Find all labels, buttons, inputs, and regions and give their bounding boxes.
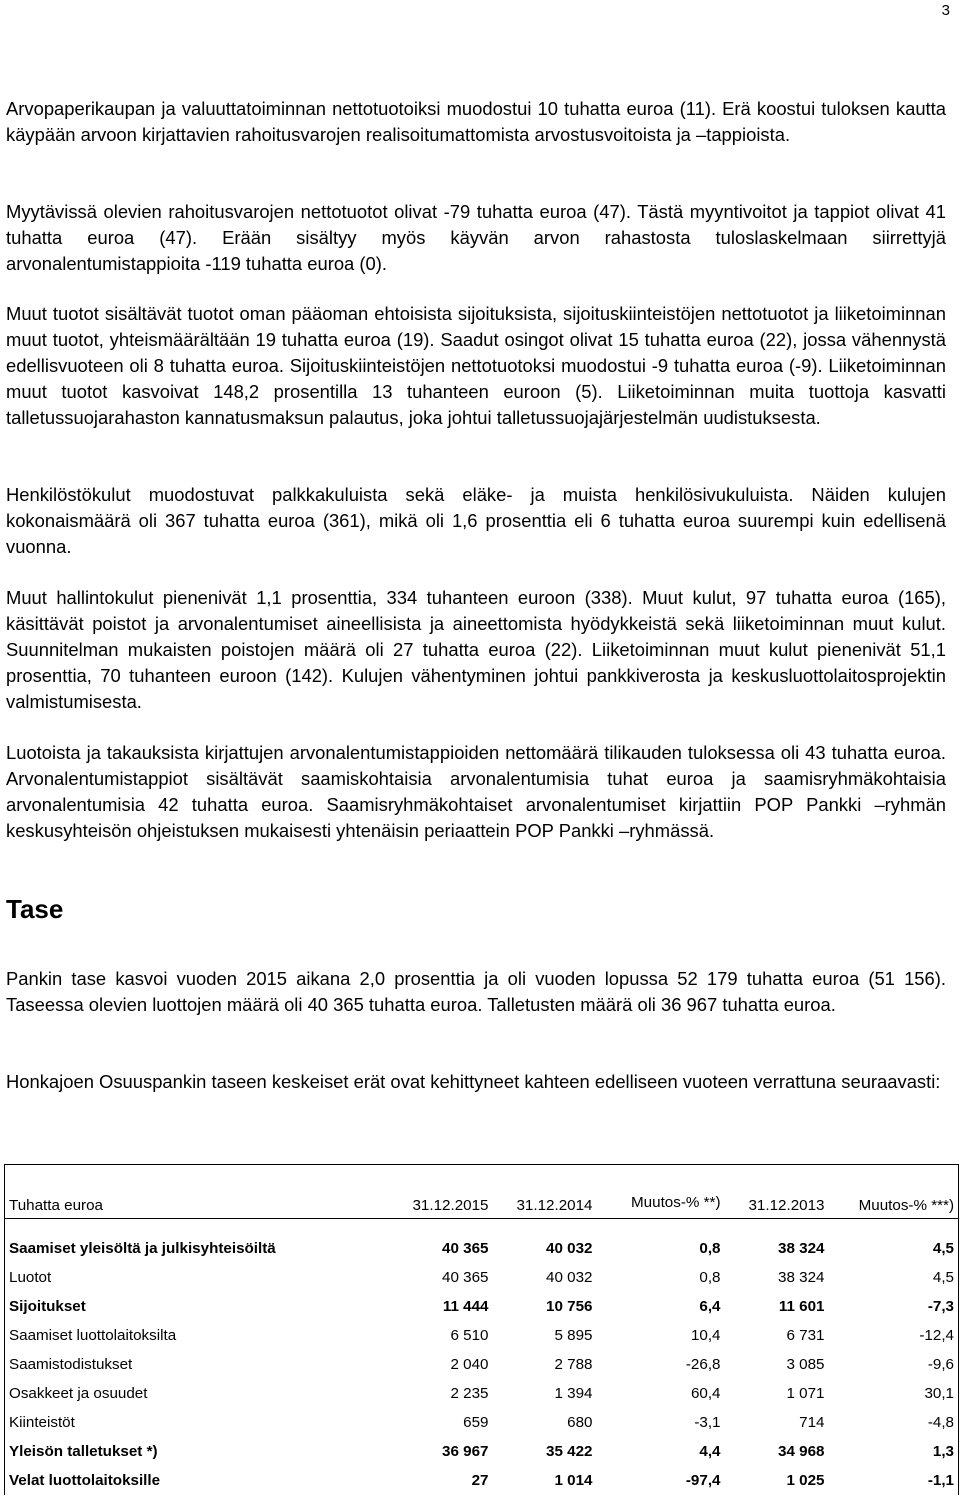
- change-percent-1: -3,1: [694, 1413, 721, 1431]
- value-2015: 6 510: [450, 1326, 489, 1344]
- table-row: [5, 1379, 959, 1408]
- change-percent-1: 0,8: [699, 1239, 721, 1257]
- row-label: Luotot: [5, 1263, 363, 1292]
- table-row: [5, 1263, 959, 1292]
- balance-sheet-table: [4, 1164, 959, 1495]
- section-heading-tase: Tase: [6, 894, 64, 924]
- row-label: Saamistodistukset: [5, 1350, 363, 1379]
- change-percent-2: -9,6: [829, 1350, 959, 1379]
- change-percent-1: -97,4: [685, 1471, 721, 1489]
- column-header-change-1: Muutos-% **): [597, 1165, 725, 1219]
- change-percent-1: 10,4: [690, 1326, 721, 1344]
- change-percent-1: 0,8: [699, 1268, 721, 1286]
- value-2013: 34 968: [778, 1442, 825, 1460]
- value-2014: 680: [567, 1413, 593, 1431]
- table-header-row: [5, 1165, 959, 1219]
- value-2013: 38 324: [778, 1239, 825, 1257]
- value-2015: 659: [463, 1413, 489, 1431]
- change-percent-1: 60,4: [690, 1384, 721, 1402]
- row-label: Velat luottolaitoksille: [5, 1466, 363, 1495]
- value-2013: 38 324: [778, 1268, 825, 1286]
- table-row: [5, 1408, 959, 1437]
- change-percent-2: -1,1: [829, 1466, 959, 1495]
- row-label: Saamiset luottolaitoksilta: [5, 1321, 363, 1350]
- value-2013: 11 601: [778, 1297, 825, 1315]
- paragraph-balance-sheet: Pankin tase kasvoi vuoden 2015 aikana 2,0 prosenttia ja oli vuoden lopussa 52 179 tuhatta euroa (51 156). Taseessa olevien luottojen määrä oli 40 365 tuhatta euroa. Talletusten määrä oli 36 967 tuhatta euroa.: [6, 968, 946, 1015]
- value-2014: 10 756: [546, 1297, 593, 1315]
- value-2013: 714: [799, 1413, 825, 1431]
- table-row: [5, 1292, 959, 1321]
- value-2015: 36 967: [442, 1442, 489, 1460]
- row-label: Sijoitukset: [5, 1292, 363, 1321]
- value-2015: 40 365: [442, 1268, 489, 1286]
- value-2015: 27: [471, 1471, 489, 1489]
- paragraph-admin-costs: Muut hallintokulut pienenivät 1,1 prosenttia, 334 tuhanteen euroon (338). Muut kulut, 97 tuhatta euroa (165), käsittävät poistot ja arvonalentumiset aineellisista ja aineettomista hyödykkeistä sekä liiketoiminnan muut kulut. Suunnitelman mukaisten poistojen määrä oli 27 tuhatta euroa (22). Liiketoiminnan muut kulut pienenivät 51,1 prosenttia, 70 tuhanteen euroon (142). Kulujen vähentyminen johtui pankkiverosta ja keskusluottolaitosprojektin valmistumisesta.: [6, 587, 946, 712]
- value-2014: 1 394: [554, 1384, 593, 1402]
- row-label: Yleisön talletukset *): [5, 1437, 363, 1466]
- table-row: [5, 1437, 959, 1466]
- value-2014: 5 895: [554, 1326, 593, 1344]
- change-percent-1: 6,4: [699, 1297, 721, 1315]
- value-2015: 11 444: [442, 1297, 489, 1315]
- value-2014: 35 422: [546, 1442, 593, 1460]
- change-percent-2: 4,5: [829, 1234, 959, 1263]
- paragraph-balance-intro: Honkajoen Osuuspankin taseen keskeiset erät ovat kehittyneet kahteen edelliseen vuoteen verrattuna seuraavasti:: [6, 1071, 941, 1092]
- value-2014: 40 032: [546, 1268, 593, 1286]
- change-percent-2: 1,3: [829, 1437, 959, 1466]
- table-row: [5, 1321, 959, 1350]
- column-header-2014: 31.12.2014: [493, 1165, 597, 1219]
- value-2013: 1 071: [786, 1384, 825, 1402]
- value-2014: 1 014: [554, 1471, 593, 1489]
- table-row: [5, 1234, 959, 1263]
- table-row: [5, 1466, 959, 1495]
- change-percent-2: -4,8: [829, 1408, 959, 1437]
- change-percent-2: -12,4: [829, 1321, 959, 1350]
- change-percent-2: 4,5: [829, 1263, 959, 1292]
- paragraph-other-income: Muut tuotot sisältävät tuotot oman pääoman ehtoisista sijoituksista, sijoituskiinteistöjen nettotuotot ja liiketoiminnan muut tuotot, yhteismäärältään 19 tuhatta euroa (19). Saadut osingot olivat 15 tuhatta euroa (22), jossa vähennystä edellisvuoteen oli 8 tuhatta euroa. Sijoituskiinteistöjen nettotuotoksi muodostui -9 tuhatta euroa (-9). Liiketoiminnan muut tuotot kasvoivat 148,2 prosentilla 13 tuhanteen euroon (5). Liiketoiminnan muita tuottoja kasvatti talletussuojarahaston kannatusmaksun palautus, joka johtui talletussuojajärjestelmän uudistuksesta.: [6, 303, 946, 428]
- value-2014: 40 032: [546, 1239, 593, 1257]
- page-number: 3: [941, 2, 950, 19]
- change-percent-1: -26,8: [685, 1355, 721, 1373]
- value-2015: 40 365: [442, 1239, 489, 1257]
- change-percent-2: -7,3: [829, 1292, 959, 1321]
- change-percent-1: 4,4: [699, 1442, 721, 1460]
- value-2014: 2 788: [554, 1355, 593, 1373]
- column-header-change-2: Muutos-% ***): [829, 1165, 959, 1219]
- column-header-label: Tuhatta euroa: [5, 1165, 363, 1219]
- paragraph-personnel-costs: Henkilöstökulut muodostuvat palkkakuluista sekä eläke- ja muista henkilösivukuluista. Näiden kulujen kokonaismäärä oli 367 tuhatta euroa (361), mikä oli 1,6 prosenttia eli 6 tuhatta euroa suurempi kuin edellisenä vuonna.: [6, 484, 946, 557]
- table-spacer-row: [5, 1219, 959, 1234]
- paragraph-trading-income: Arvopaperikaupan ja valuuttatoiminnan nettotuotoiksi muodostui 10 tuhatta euroa (11). Erä koostui tuloksen kautta käypään arvoon kirjattavien rahoitusvarojen realisoitumattomista arvostusvoitoista ja –tappioista.: [6, 98, 946, 145]
- value-2015: 2 040: [450, 1355, 489, 1373]
- row-label: Osakkeet ja osuudet: [5, 1379, 363, 1408]
- table-row: [5, 1350, 959, 1379]
- column-header-2015: 31.12.2015: [363, 1165, 493, 1219]
- value-2015: 2 235: [450, 1384, 489, 1402]
- row-label: Saamiset yleisöltä ja julkisyhteisöiltä: [5, 1234, 363, 1263]
- column-header-2013: 31.12.2013: [725, 1165, 829, 1219]
- value-2013: 3 085: [786, 1355, 825, 1373]
- row-label: Kiinteistöt: [5, 1408, 363, 1437]
- value-2013: 1 025: [786, 1471, 825, 1489]
- paragraph-impairment: Luotoista ja takauksista kirjattujen arvonalentumistappioiden nettomäärä tilikauden tuloksessa oli 43 tuhatta euroa. Arvonalentumistappiot sisältävät saamiskohtaisia arvonalentumisia tuhat euroa ja saamisryhmäkohtaisia arvonalentumisia 42 tuhatta euroa. Saamisryhmäkohtaiset arvonalentumiset kirjattiin POP Pankki –ryhmän keskusyhteisön ohjeistuksen mukaisesti yhtenäisin periaattein POP Pankki –ryhmässä.: [6, 742, 946, 841]
- value-2013: 6 731: [786, 1326, 825, 1344]
- paragraph-available-for-sale: Myytävissä olevien rahoitusvarojen nettotuotot olivat -79 tuhatta euroa (47). Tästä myyntivoitot ja tappiot olivat 41 tuhatta euroa (47). Erään sisältyy myös käyvän arvon rahastosta tuloslaskelmaan siirrettyjä arvonalentumistappioita -119 tuhatta euroa (0).: [6, 201, 946, 274]
- change-percent-2: 30,1: [829, 1379, 959, 1408]
